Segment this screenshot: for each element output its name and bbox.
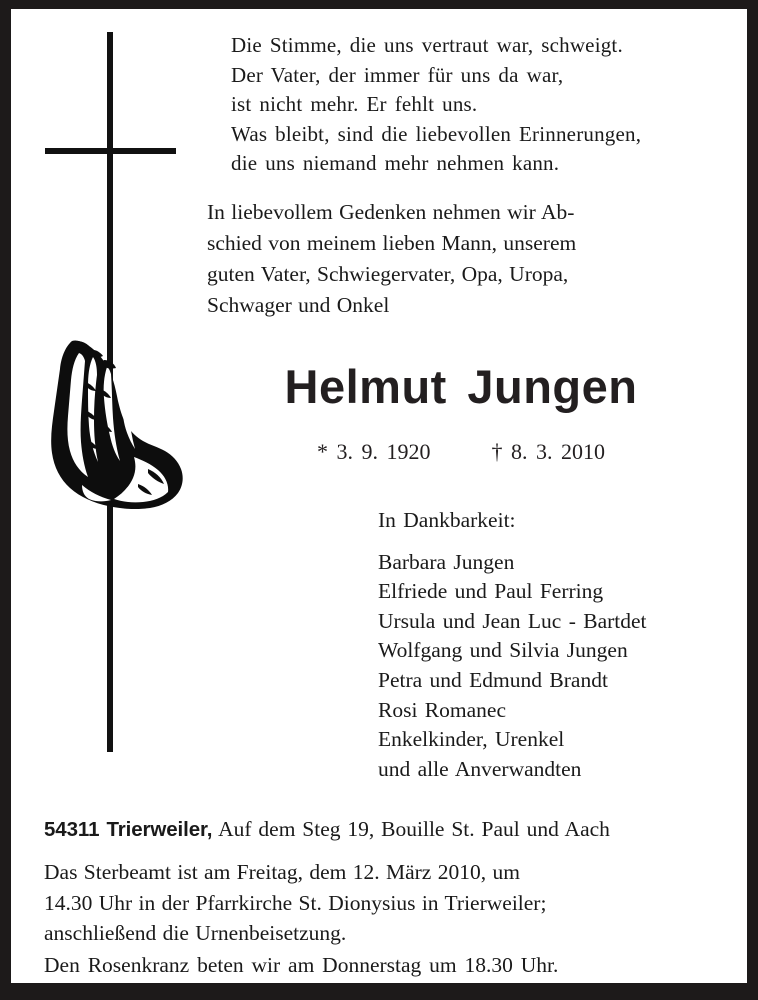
- mourner-name: Elfriede und Paul Ferring: [378, 579, 604, 604]
- intro-line: guten Vater, Schwiegervater, Opa, Uropa,: [207, 262, 569, 286]
- address-street: Auf dem Steg 19, Bouille St. Paul und Aach: [218, 817, 610, 841]
- mourners-block: [378, 506, 647, 784]
- life-dates: [207, 438, 715, 466]
- service-line: Das Sterbeamt ist am Freitag, dem 12. März 2010, um: [44, 860, 520, 884]
- mourner-name: Enkelkinder, Urenkel: [378, 727, 565, 752]
- mourner-name: Rosi Romanec: [378, 697, 506, 722]
- mourner-name: Petra und Edmund Brandt: [378, 667, 608, 692]
- rosary-line: Den Rosenkranz beten wir am Donnerstag um 18.30 Uhr.: [44, 953, 559, 977]
- poem-line: Die Stimme, die uns vertraut war, schweigt.: [231, 33, 623, 57]
- mourner-name: Ursula und Jean Luc - Bartdet: [378, 608, 647, 633]
- service-line: anschließend die Urnenbeisetzung.: [44, 921, 347, 945]
- service-line: 14.30 Uhr in der Pfarrkirche St. Dionysius in Trierweiler;: [44, 890, 547, 915]
- poem-line: ist nicht mehr. Er fehlt uns.: [231, 92, 478, 116]
- deceased-name: Helmut Jungen: [284, 360, 638, 413]
- mourner-name: Wolfgang und Silvia Jungen: [378, 638, 628, 663]
- service-details: [44, 857, 728, 949]
- birth-date: * 3. 9. 1920: [317, 439, 431, 464]
- poem-line: Was bleibt, sind die liebevollen Erinnerungen,: [231, 121, 642, 146]
- address-city: 54311 Trierweiler,: [44, 818, 213, 841]
- mourner-name: und alle Anverwandten: [378, 756, 582, 781]
- intro-paragraph: [207, 197, 715, 321]
- intro-line: Schwager und Onkel: [207, 293, 390, 317]
- poem-line: Der Vater, der immer für uns da war,: [231, 62, 564, 87]
- death-date: † 8. 3. 2010: [491, 439, 605, 464]
- poem-line: die uns niemand mehr nehmen kann.: [231, 151, 560, 175]
- intro-line: schied von meinem lieben Mann, unserem: [207, 231, 577, 255]
- praying-hands-icon: [38, 327, 190, 525]
- intro-line: In liebevollem Gedenken nehmen wir Ab-: [207, 200, 575, 224]
- address-line: [44, 815, 734, 844]
- memorial-poem: [231, 31, 731, 179]
- latin-cross-crossbar-icon: [45, 148, 176, 154]
- mourners-heading: In Dankbarkeit:: [378, 508, 516, 532]
- mourner-name: Barbara Jungen: [378, 549, 515, 574]
- notice-inner-card: [11, 9, 747, 983]
